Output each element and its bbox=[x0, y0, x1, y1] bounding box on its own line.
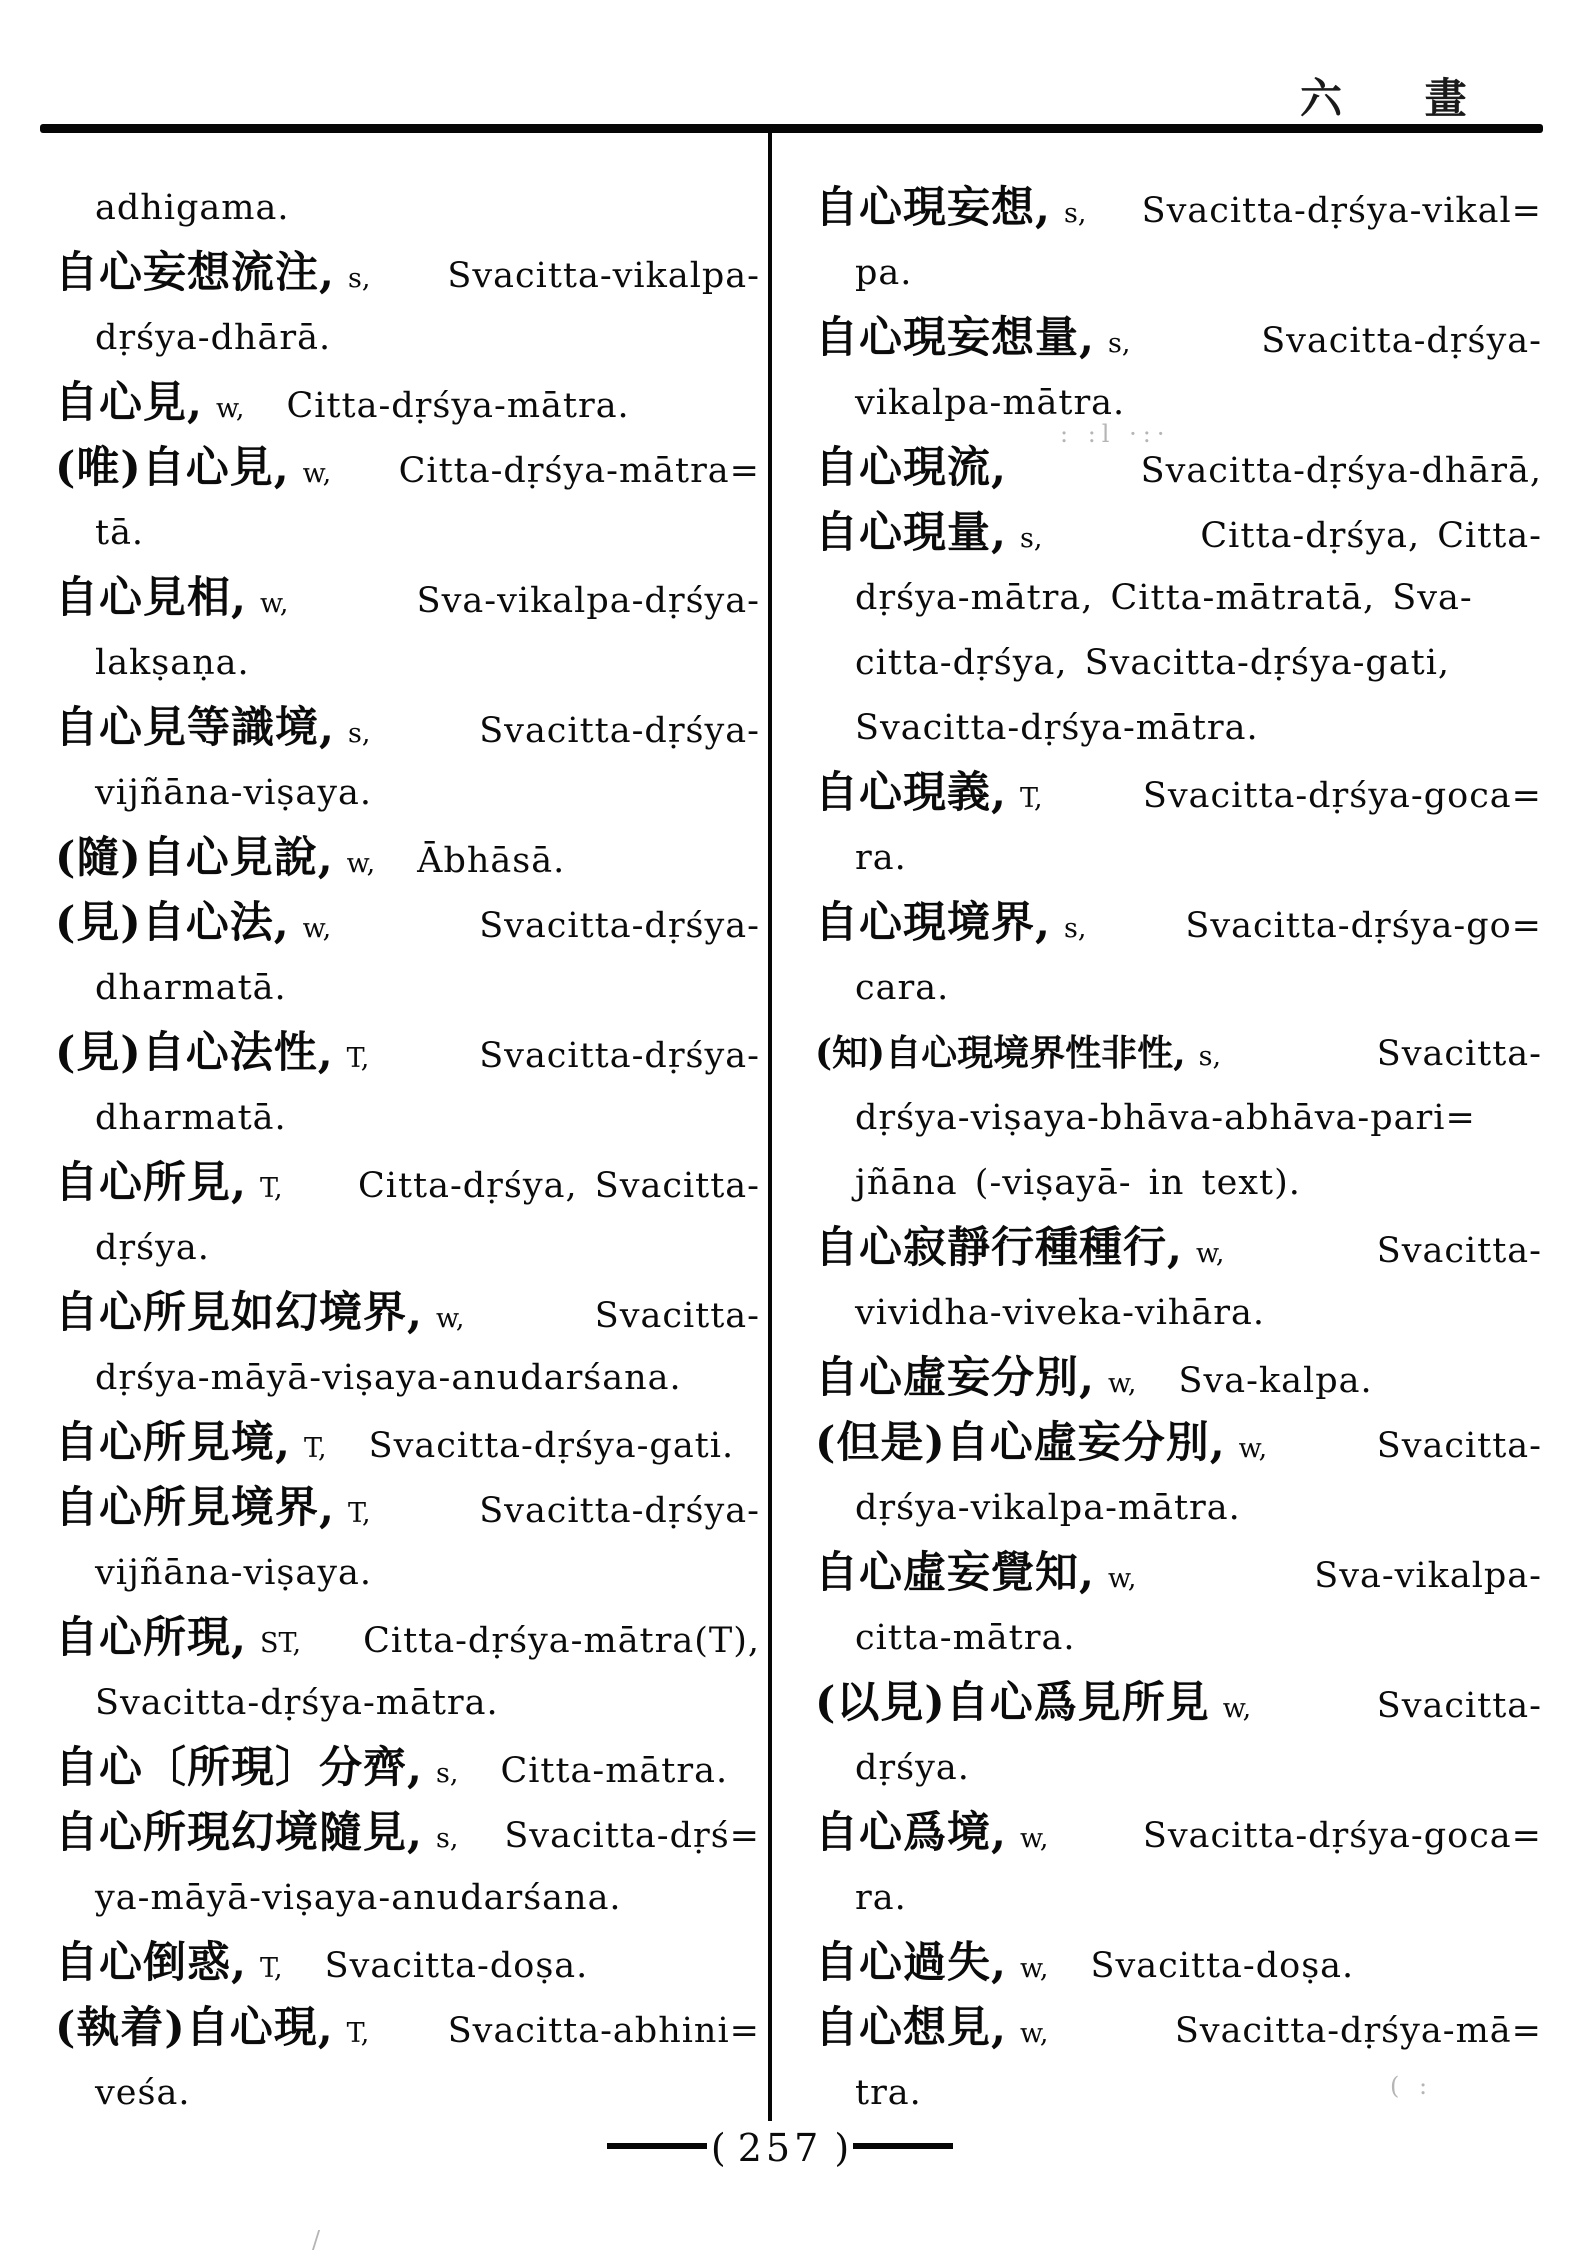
entry-headword-group bbox=[815, 176, 1086, 249]
entry-continuation-line bbox=[815, 956, 1542, 1021]
entry-headword-cjk: 自心見等識境, bbox=[55, 703, 335, 753]
entry-line bbox=[55, 696, 760, 761]
sanskrit-text: Svacitta-dṛśya-gati. bbox=[368, 1426, 735, 1466]
sanskrit-text: veśa. bbox=[95, 2073, 191, 2113]
entry-line bbox=[815, 1801, 1542, 1866]
language-label: w, bbox=[346, 848, 376, 879]
sanskrit-text: Svacitta-dṛśya-mā= bbox=[1174, 2011, 1542, 2051]
sanskrit-text: Svacitta-dṛśya-go= bbox=[1185, 906, 1542, 946]
sanskrit-text: Citta-dṛśya, Citta- bbox=[1200, 516, 1542, 556]
sanskrit-text: dṛśya. bbox=[855, 1748, 970, 1788]
sanskrit-text: Citta-dṛśya-mātra= bbox=[398, 451, 760, 491]
language-label: w, bbox=[1107, 1368, 1137, 1399]
entry-line bbox=[815, 761, 1542, 826]
entry-headword-cjk: 自心虛妄分別, bbox=[815, 1353, 1095, 1403]
language-label: w, bbox=[1238, 1433, 1268, 1464]
entry-headword-cjk: 自心現義, bbox=[815, 768, 1007, 818]
entry-continuation-line bbox=[815, 1476, 1542, 1541]
sanskrit-text: dṛśya. bbox=[95, 1228, 210, 1268]
sanskrit-text: Svacitta- bbox=[1376, 1231, 1542, 1271]
entry-line bbox=[815, 1021, 1542, 1086]
sanskrit-text: tra. bbox=[855, 2073, 922, 2113]
sanskrit-text: dharmatā. bbox=[95, 968, 287, 1008]
page-footer bbox=[0, 2126, 1560, 2170]
entry-continuation-line bbox=[815, 1281, 1542, 1346]
sanskrit-text: tā. bbox=[95, 513, 145, 553]
entry-line bbox=[55, 1606, 760, 1671]
sanskrit-text: ra. bbox=[855, 838, 907, 878]
entry-headword-group bbox=[55, 1801, 458, 1874]
scan-artifact: ( : bbox=[1390, 2072, 1434, 2100]
sanskrit-text: Sva-vikalpa-dṛśya- bbox=[416, 581, 760, 621]
entry-line bbox=[55, 436, 760, 501]
sanskrit-text: Svacitta-dṛśya- bbox=[1261, 321, 1542, 361]
entry-headword-cjk: 自心現妄想量, bbox=[815, 313, 1095, 363]
sanskrit-text: Svacitta-dṛśya- bbox=[479, 906, 760, 946]
entry-headword-group bbox=[815, 1411, 1267, 1484]
sanskrit-text: Ābhāsā. bbox=[417, 841, 566, 881]
sanskrit-text: Svacitta-dṛśya-goca= bbox=[1142, 776, 1542, 816]
entry-headword-group bbox=[55, 378, 245, 428]
entry-continuation-line bbox=[55, 956, 760, 1021]
entry-headword-group bbox=[55, 1281, 464, 1354]
entry-continuation-line bbox=[815, 1086, 1542, 1151]
entry-line bbox=[815, 176, 1542, 241]
sanskrit-text: Svacitta- bbox=[1376, 1426, 1542, 1466]
entry-headword-cjk: (見)自心法, bbox=[55, 898, 290, 948]
entry-headword-group bbox=[815, 1021, 1221, 1092]
entry-continuation-line bbox=[55, 1541, 760, 1606]
sanskrit-text: dṛśya-mātra, Citta-mātratā, Sva- bbox=[855, 578, 1473, 618]
sanskrit-text: Citta-mātra. bbox=[500, 1751, 729, 1791]
entry-headword-cjk: (隨)自心見說, bbox=[55, 833, 334, 883]
entry-headword-group bbox=[55, 566, 288, 639]
sanskrit-text: vijñāna-viṣaya. bbox=[95, 1553, 373, 1593]
entry-continuation-line bbox=[815, 1606, 1542, 1671]
sanskrit-text: Svacitta-dṛśya- bbox=[479, 711, 760, 751]
scan-artifact: / bbox=[312, 2226, 327, 2254]
language-label: w, bbox=[1019, 1953, 1049, 1984]
sanskrit-text: Svacitta-doṣa. bbox=[1090, 1946, 1355, 1986]
entry-headword-cjk: 自心所現幻境隨見, bbox=[55, 1808, 423, 1858]
sanskrit-text: Sva-kalpa. bbox=[1178, 1361, 1373, 1401]
entry-headword-group bbox=[815, 1801, 1048, 1874]
sanskrit-text: vijñāna-viṣaya. bbox=[95, 773, 373, 813]
sanskrit-text: vividha-viveka-vihāra. bbox=[855, 1293, 1266, 1333]
scan-artifact: : :l ·:· bbox=[1060, 420, 1171, 448]
language-label: w, bbox=[1107, 1563, 1137, 1594]
entry-headword-group bbox=[815, 1216, 1224, 1289]
entry-headword-cjk: 自心虛妄覺知, bbox=[815, 1548, 1095, 1598]
sanskrit-text: Svacitta-dṛśya-mātra. bbox=[855, 708, 1259, 748]
entry-headword-group bbox=[55, 1938, 283, 1988]
entry-headword-cjk: (知)自心現境界性非性, bbox=[815, 1032, 1186, 1074]
entry-headword-group bbox=[55, 1151, 283, 1224]
language-label: w, bbox=[259, 588, 289, 619]
entry-headword-group bbox=[815, 761, 1043, 834]
sanskrit-text: cara. bbox=[855, 968, 950, 1008]
sanskrit-text: dṛśya-dhārā. bbox=[95, 318, 332, 358]
entry-headword-cjk: 自心所見, bbox=[55, 1158, 247, 1208]
dictionary-column-right bbox=[815, 176, 1542, 2126]
language-label: w, bbox=[1019, 1823, 1049, 1854]
language-label: s, bbox=[1019, 523, 1043, 554]
entry-continuation-line bbox=[815, 566, 1542, 631]
entry-line bbox=[815, 436, 1542, 501]
language-label: T, bbox=[347, 1498, 371, 1529]
entry-line bbox=[815, 501, 1542, 566]
entry-continuation-line bbox=[815, 1151, 1542, 1216]
entry-headword-group bbox=[55, 241, 370, 314]
entry-headword-cjk: 自心想見, bbox=[815, 2003, 1007, 2053]
entry-headword-cjk: (唯)自心見, bbox=[55, 443, 290, 493]
sanskrit-text: adhigama. bbox=[95, 188, 290, 228]
sanskrit-text: ya-māyā-viṣaya-anudarśana. bbox=[95, 1878, 622, 1918]
entry-line bbox=[55, 371, 760, 436]
language-label: T, bbox=[346, 2018, 370, 2049]
entry-continuation-line bbox=[815, 826, 1542, 891]
entry-continuation-line bbox=[55, 501, 760, 566]
sanskrit-text: citta-dṛśya, Svacitta-dṛśya-gati, bbox=[855, 643, 1451, 683]
entry-headword-cjk: 自心倒惑, bbox=[55, 1938, 247, 1988]
sanskrit-text: vikalpa-mātra. bbox=[855, 383, 1126, 423]
sanskrit-text: Citta-dṛśya-mātra(T), bbox=[363, 1621, 760, 1661]
entry-continuation-line bbox=[55, 1346, 760, 1411]
header-rule bbox=[40, 124, 1543, 133]
entry-line bbox=[815, 891, 1542, 956]
language-label: w, bbox=[1019, 2018, 1049, 2049]
sanskrit-text: Svacitta-dṛśya- bbox=[479, 1491, 760, 1531]
entry-line bbox=[55, 566, 760, 631]
entry-headword-group bbox=[55, 1021, 369, 1094]
sanskrit-text: Svacitta-dṛśya-goca= bbox=[1142, 1816, 1542, 1856]
sanskrit-text: Svacitta-abhini= bbox=[447, 2011, 760, 2051]
entry-headword-group bbox=[55, 891, 331, 964]
entry-line bbox=[55, 1736, 760, 1801]
sanskrit-text: Svacitta-dṛś= bbox=[504, 1816, 760, 1856]
entry-headword-cjk: 自心所見如幻境界, bbox=[55, 1288, 423, 1338]
entry-headword-group bbox=[815, 1353, 1137, 1403]
entry-headword-group bbox=[815, 1541, 1136, 1614]
entry-line bbox=[55, 826, 760, 891]
entry-headword-group bbox=[55, 1996, 369, 2069]
sanskrit-text: dharmatā. bbox=[95, 1098, 287, 1138]
language-label: w, bbox=[302, 458, 332, 489]
language-label: s, bbox=[1107, 328, 1131, 359]
entry-headword-group bbox=[55, 1606, 301, 1679]
entry-headword-cjk: 自心現妄想, bbox=[815, 183, 1051, 233]
entry-headword-cjk: 自心所見境界, bbox=[55, 1483, 335, 1533]
language-label: w, bbox=[302, 913, 332, 944]
entry-line bbox=[815, 306, 1542, 371]
entry-line bbox=[55, 1021, 760, 1086]
language-label: T, bbox=[303, 1433, 327, 1464]
entry-line bbox=[55, 1801, 760, 1866]
language-label: s, bbox=[347, 718, 371, 749]
entry-line bbox=[55, 1996, 760, 2061]
sanskrit-text: Svacitta- bbox=[594, 1296, 760, 1336]
column-divider bbox=[768, 133, 772, 2121]
entry-continuation-line bbox=[815, 241, 1542, 306]
entry-headword-group bbox=[815, 1938, 1049, 1988]
language-label: w, bbox=[435, 1303, 465, 1334]
language-label: s, bbox=[435, 1823, 459, 1854]
sanskrit-text: dṛśya-vikalpa-mātra. bbox=[855, 1488, 1241, 1528]
entry-headword-cjk: (見)自心法性, bbox=[55, 1028, 334, 1078]
entry-line bbox=[815, 1216, 1542, 1281]
entry-headword-cjk: 自心寂靜行種種行, bbox=[815, 1223, 1183, 1273]
entry-headword-group bbox=[55, 1418, 327, 1468]
language-label: T, bbox=[259, 1953, 283, 1984]
language-label: w, bbox=[1222, 1693, 1252, 1724]
entry-headword-cjk: 自心見, bbox=[55, 378, 203, 428]
entry-line bbox=[815, 1671, 1542, 1736]
sanskrit-text: lakṣaṇa. bbox=[95, 643, 250, 683]
sanskrit-text: Citta-dṛśya-mātra. bbox=[286, 386, 630, 426]
footer-paren-close: ) bbox=[822, 2126, 850, 2170]
entry-headword-cjk: 自心現流, bbox=[815, 443, 1007, 493]
entry-headword-cjk: 自心所現, bbox=[55, 1613, 247, 1663]
sanskrit-text: Citta-dṛśya, Svacitta- bbox=[357, 1166, 760, 1206]
sanskrit-text: Svacitta-vikalpa- bbox=[447, 256, 760, 296]
entry-headword-group bbox=[815, 891, 1086, 964]
language-label: ST, bbox=[259, 1628, 302, 1659]
language-label: s, bbox=[435, 1758, 459, 1789]
sanskrit-text: Svacitta-dṛśya-dhārā, bbox=[1140, 451, 1542, 491]
entry-headword-cjk: 自心所見境, bbox=[55, 1418, 291, 1468]
sanskrit-text: Svacitta-doṣa. bbox=[324, 1946, 589, 1986]
language-label: s, bbox=[1063, 198, 1087, 229]
footer-rule-left bbox=[607, 2143, 707, 2149]
entry-headword-group bbox=[55, 696, 370, 769]
entry-continuation-line bbox=[55, 1671, 760, 1736]
entry-continuation-line bbox=[815, 1866, 1542, 1931]
entry-headword-cjk: 自心見相, bbox=[55, 573, 247, 623]
entry-continuation-line bbox=[55, 2061, 760, 2126]
entry-headword-group bbox=[55, 1743, 459, 1793]
sanskrit-text: dṛśya-viṣaya-bhāva-abhāva-pari= bbox=[855, 1098, 1476, 1138]
language-label: w, bbox=[215, 393, 245, 424]
sanskrit-text: ra. bbox=[855, 1878, 907, 1918]
sanskrit-text: citta-mātra. bbox=[855, 1618, 1076, 1658]
entry-headword-group bbox=[815, 1996, 1048, 2069]
dictionary-column-left bbox=[55, 176, 760, 2126]
entry-continuation-line bbox=[815, 371, 1542, 436]
page-number: 257 bbox=[737, 2126, 823, 2170]
sanskrit-text: Sva-vikalpa- bbox=[1314, 1556, 1542, 1596]
sanskrit-text: jñāna (-viṣayā- in text). bbox=[855, 1163, 1301, 1203]
entry-headword-group bbox=[815, 1671, 1251, 1744]
entry-continuation-line bbox=[55, 1216, 760, 1281]
language-label: s, bbox=[1063, 913, 1087, 944]
footer-paren-open: ( bbox=[710, 2126, 738, 2170]
entry-line bbox=[815, 1541, 1542, 1606]
entry-line bbox=[55, 1151, 760, 1216]
entry-line bbox=[815, 1411, 1542, 1476]
sanskrit-text: pa. bbox=[855, 253, 913, 293]
sanskrit-text: dṛśya-māyā-viṣaya-anudarśana. bbox=[95, 1358, 682, 1398]
language-label: T, bbox=[346, 1043, 370, 1074]
language-label: s, bbox=[347, 263, 371, 294]
entry-line bbox=[55, 241, 760, 306]
language-label: s, bbox=[1198, 1041, 1222, 1072]
entry-line bbox=[815, 1931, 1542, 1996]
entry-headword-cjk: 自心爲境, bbox=[815, 1808, 1007, 1858]
sanskrit-text: Svacitta-dṛśya- bbox=[479, 1036, 760, 1076]
entry-continuation-line bbox=[55, 306, 760, 371]
entry-headword-cjk: 自心妄想流注, bbox=[55, 248, 335, 298]
entry-line bbox=[55, 891, 760, 956]
entry-headword-cjk: 自心現境界, bbox=[815, 898, 1051, 948]
section-header-six-strokes: 六 畫 bbox=[1300, 74, 1501, 123]
entry-headword-cjk: 自心〔所現〕分齊, bbox=[55, 1743, 423, 1793]
entry-headword-cjk: 自心現量, bbox=[815, 508, 1007, 558]
entry-continuation-line bbox=[55, 761, 760, 826]
entry-headword-cjk: (以見)自心爲見所見 bbox=[815, 1678, 1210, 1728]
entry-headword-cjk: 自心過失, bbox=[815, 1938, 1007, 1988]
entry-continuation-line bbox=[55, 1866, 760, 1931]
entry-headword-group bbox=[55, 436, 331, 509]
sanskrit-text: Svacitta-dṛśya-mātra. bbox=[95, 1683, 499, 1723]
entry-line bbox=[55, 1281, 760, 1346]
footer-rule-right bbox=[853, 2143, 953, 2149]
entry-continuation-line bbox=[815, 631, 1542, 696]
language-label: T, bbox=[259, 1173, 283, 1204]
entry-continuation-line bbox=[815, 696, 1542, 761]
entry-continuation-line bbox=[55, 1086, 760, 1151]
entry-continuation-line bbox=[55, 176, 760, 241]
entry-headword-group bbox=[815, 436, 1007, 509]
sanskrit-text: Svacitta- bbox=[1376, 1686, 1542, 1726]
sanskrit-text: Svacitta- bbox=[1376, 1034, 1542, 1074]
entry-headword-group bbox=[815, 501, 1042, 574]
entry-line bbox=[815, 1346, 1542, 1411]
entry-continuation-line bbox=[815, 1736, 1542, 1801]
entry-line bbox=[815, 1996, 1542, 2061]
entry-line bbox=[55, 1931, 760, 1996]
entry-line bbox=[55, 1411, 760, 1476]
entry-line bbox=[55, 1476, 760, 1541]
entry-headword-cjk: (執着)自心現, bbox=[55, 2003, 334, 2053]
entry-continuation-line bbox=[55, 631, 760, 696]
entry-headword-group bbox=[55, 1476, 371, 1549]
language-label: T, bbox=[1019, 783, 1043, 814]
entry-headword-group bbox=[815, 306, 1130, 379]
entry-headword-cjk: (但是)自心虛妄分別, bbox=[815, 1418, 1226, 1468]
entry-headword-group bbox=[55, 833, 376, 883]
sanskrit-text: Svacitta-dṛśya-vikal= bbox=[1141, 191, 1542, 231]
language-label: w, bbox=[1195, 1238, 1225, 1269]
